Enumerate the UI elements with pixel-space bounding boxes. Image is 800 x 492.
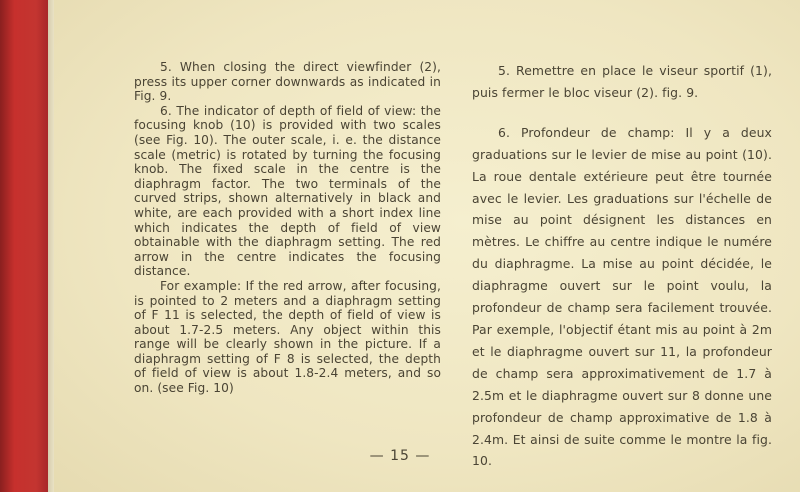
english-column <box>134 60 441 396</box>
red-cover-strip <box>0 0 48 492</box>
english-paragraph-6: 6. The indicator of depth of field of view: the focusing knob (10) is provided with two scales (see Fig. 10). The outer scale, i. e. the distance scale (metric) is rotated by turning the focusing knob. The fixed scale in the centre is the diaphragm factor. The two terminals of the curved strips, shown alternatively in black and white, are each provided with a short index line which indicates the depth of field of view obtainable with the diaphragm setting. The red arrow in the centre indicates the focusing distance. <box>134 103 441 279</box>
page-number: — 15 — <box>369 448 431 464</box>
english-paragraph-5: 5. When closing the direct viewfinder (2), press its upper corner downwards as indicated in Fig. 9. <box>134 60 441 104</box>
french-paragraph-6: 6. Profondeur de champ: Il y a deux graduations sur le levier de mise au point (10). La roue dentale extérieure peut être tournée avec le levier. Les graduations sur l'échelle de mise au point désignent les distances en mètres. Le chiffre au centre indique le numére du diaphragme. La mise au point décidée, le diaphragme ouvert sur le point voulu, la profondeur de champ sera facilement trouvée. Par exemple, l'objectif étant mis au point à 2m et le diaphragme ouvert sur 11, la profondeur de champ sera approximativement de 1.7 à 2.5m et le diaphragme ouvert sur 8 donne une profondeur de champ approximative de 1.8 à 2.4m. Et ainsi de suite comme le montre la fig. 10. <box>472 124 772 469</box>
french-paragraph-5: 5. Remettre en place le viseur sportif (1), puis fermer le bloc viseur (2). fig. 9. <box>472 63 772 100</box>
english-paragraph-example: For example: If the red arrow, after focusing, is pointed to 2 meters and a diaphragm setting of F 11 is selected, the depth of field of view is about 1.7-2.5 meters. Any object within this range will be clearly shown in the picture. If a diaphragm setting of F 8 is selected, the depth of field of view is about 1.8-2.4 meters, and so on. (see Fig. 10) <box>134 278 441 396</box>
french-column <box>472 60 772 472</box>
